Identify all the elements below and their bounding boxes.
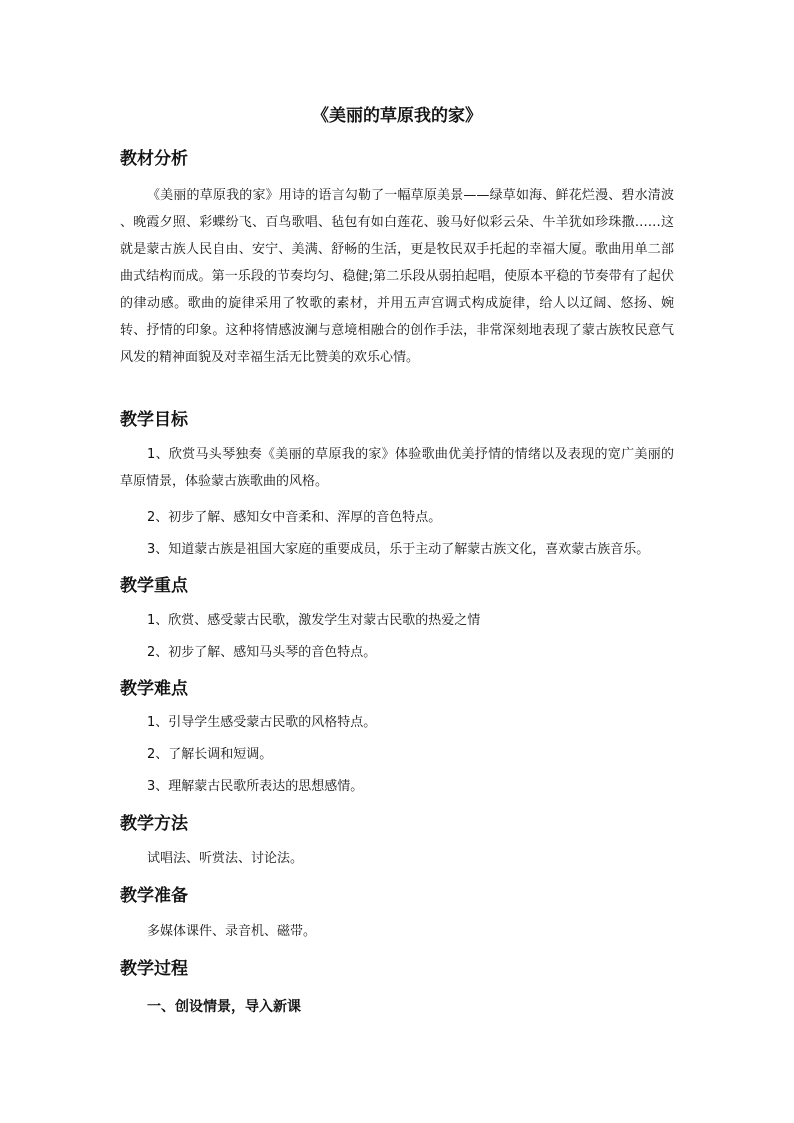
goals-item-3: 3、知道蒙古族是祖国大家庭的重要成员，乐于主动了解蒙古族文化，喜欢蒙古族音乐。	[147, 542, 650, 557]
difficulties-item-1: 1、引导学生感受蒙古民歌的风格特点。	[147, 715, 377, 730]
key-points-item-2: 2、初步了解、感知马头琴的音色特点。	[147, 645, 377, 660]
heading-key-points: 教学重点	[120, 576, 188, 596]
heading-methods: 教学方法	[120, 814, 188, 834]
heading-difficulties: 教学难点	[120, 679, 188, 699]
difficulties-item-3: 3、理解蒙古民歌所表达的思想感情。	[147, 779, 364, 794]
document-title: 《美丽的草原我的家》	[312, 106, 482, 126]
goals-item-2: 2、初步了解、感知女中音柔和、浑厚的音色特点。	[147, 510, 442, 525]
heading-analysis: 教材分析	[120, 149, 188, 169]
heading-goals: 教学目标	[120, 410, 188, 430]
methods-text: 试唱法、听赏法、讨论法。	[147, 851, 304, 866]
preparation-text: 多媒体课件、录音机、磁带。	[147, 924, 317, 939]
key-points-item-1: 1、欣赏、感受蒙古民歌，激发学生对蒙古民歌的热爱之情	[147, 613, 481, 628]
heading-preparation: 教学准备	[120, 886, 188, 906]
analysis-paragraph: 《美丽的草原我的家》用诗的语言勾勒了一幅草原美景——绿草如海、鲜花烂漫、碧水清波 、晚霞夕照、彩蝶纷飞、百鸟歌唱、毡包有如白莲花、骏马好似彩云朵、牛羊犹如珍珠撒……这就是蒙古族人民自由、安宁、美满、舒畅的生活，更是牧民双手托起的幸福大厦。歌曲用单二部曲式结构而成。第一乐段的节奏均匀、稳健;第二乐段从弱拍起唱，使原本平稳的节奏带有了起伏的律动感。歌曲的旋律采用了牧歌的素材，并用五声宫调式构成旋律，给人以辽阔、悠扬、婉转、抒情的印象。这种将情感波澜与意境相融合的创作手法，非常深刻地表现了蒙古族牧民意气风发的精神面貌及对幸福生活无比赞美的欢乐心情。	[120, 188, 674, 365]
heading-process: 教学过程	[120, 959, 188, 979]
process-step-1: 一、创设情景，导入新课	[147, 999, 301, 1015]
difficulties-item-2: 2、了解长调和短调。	[147, 747, 273, 762]
goals-item-1: 1、欣赏马头琴独奏《美丽的草原我的家》体验歌曲优美抒情的情绪以及表现的宽广美丽的草原情景，体验蒙古族歌曲的风格。	[120, 447, 674, 489]
